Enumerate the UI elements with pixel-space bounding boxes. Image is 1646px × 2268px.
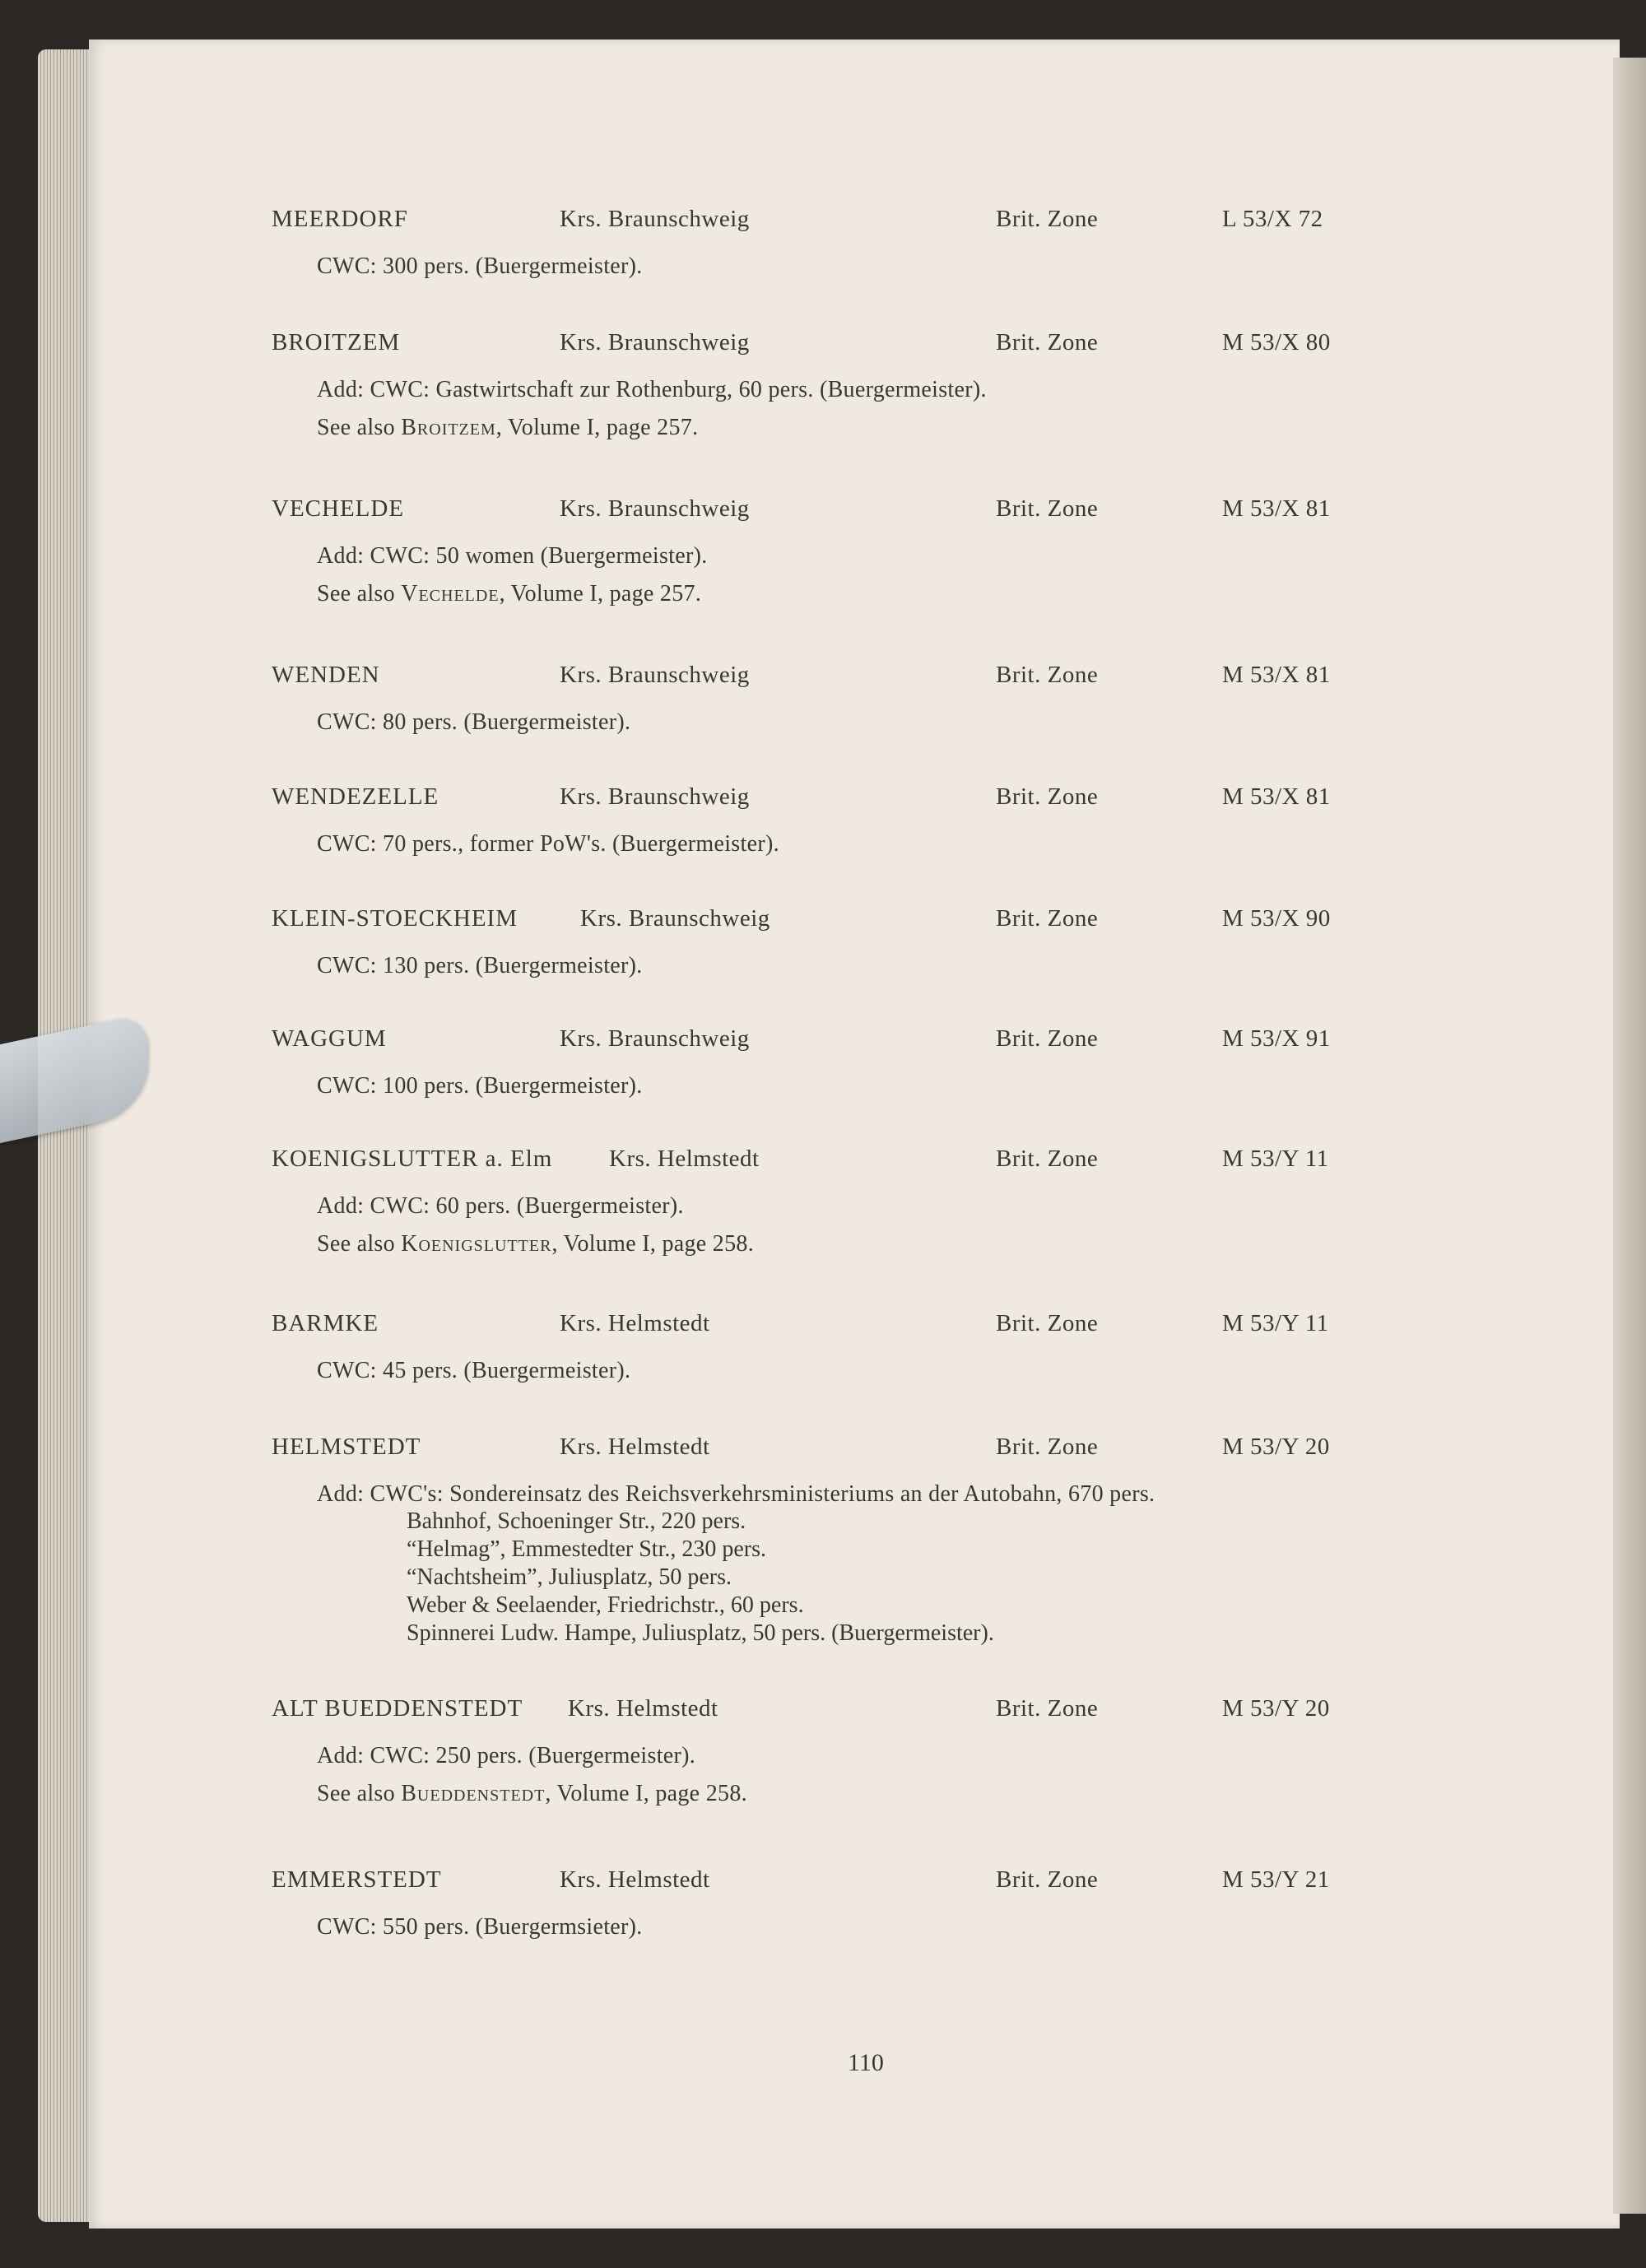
place-name: VECHELDE: [272, 495, 405, 522]
entry-header: [0, 1434, 1646, 1470]
entry-subline: Spinnerei Ludw. Hampe, Juliusplatz, 50 pers. (Buergermeister).: [407, 1620, 994, 1646]
see-also-ref: Bueddenstedt: [401, 1781, 546, 1806]
district: Krs. Helmstedt: [560, 1434, 710, 1460]
zone: Brit. Zone: [996, 1866, 1099, 1893]
see-also-ref: Broitzem: [401, 415, 496, 440]
grid-ref: M 53/X 80: [1222, 329, 1331, 356]
entry-detail: Add: CWC: 250 pers. (Buergermeister).: [317, 1743, 696, 1768]
see-also-prefix: See also: [317, 415, 402, 440]
entry-header: [0, 1146, 1646, 1182]
zone: Brit. Zone: [996, 1434, 1099, 1460]
entry-header: [0, 1310, 1646, 1346]
zone: Brit. Zone: [996, 495, 1099, 522]
entry-header: [0, 783, 1646, 820]
see-also-prefix: See also: [317, 581, 402, 607]
entry-detail: Add: CWC: 50 women (Buergermeister).: [317, 543, 708, 569]
district: Krs. Braunschweig: [560, 495, 750, 522]
see-also: [317, 581, 1646, 607]
entry: [0, 1695, 1646, 1807]
entry: [0, 206, 1646, 280]
district: Krs. Helmstedt: [568, 1695, 718, 1722]
district: Krs. Braunschweig: [560, 783, 750, 810]
grid-ref: M 53/Y 11: [1222, 1310, 1329, 1336]
place-name: MEERDORF: [272, 206, 408, 232]
place-name: BROITZEM: [272, 329, 401, 356]
zone: Brit. Zone: [996, 329, 1099, 356]
entry: [0, 1434, 1646, 1648]
entry-detail: CWC: 70 pers., former PoW's. (Buergermeister).: [317, 831, 779, 857]
entry: [0, 905, 1646, 979]
entry-subline: “Nachtsheim”, Juliusplatz, 50 pers.: [407, 1564, 732, 1590]
entry-detail: Add: CWC: 60 pers. (Buergermeister).: [317, 1193, 684, 1219]
entry-header: [0, 662, 1646, 698]
zone: Brit. Zone: [996, 1695, 1099, 1722]
place-name: WENDEZELLE: [272, 783, 439, 810]
place-name: KOENIGSLUTTER a. Elm: [272, 1146, 553, 1172]
zone: Brit. Zone: [996, 1310, 1099, 1336]
zone: Brit. Zone: [996, 783, 1099, 810]
entry-detail: CWC: 130 pers. (Buergermeister).: [317, 953, 643, 978]
see-also-suffix: , Volume I, page 257.: [499, 581, 702, 607]
district: Krs. Braunschweig: [560, 329, 750, 356]
entry: [0, 1146, 1646, 1257]
district: Krs. Braunschweig: [580, 905, 770, 932]
district: Krs. Braunschweig: [560, 662, 750, 688]
entry-subline: Bahnhof, Schoeninger Str., 220 pers.: [407, 1508, 746, 1534]
entry-header: [0, 329, 1646, 365]
place-name: HELMSTEDT: [272, 1434, 421, 1460]
entry: [0, 1866, 1646, 1940]
grid-ref: M 53/X 90: [1222, 905, 1331, 932]
place-name: EMMERSTEDT: [272, 1866, 442, 1893]
entry-detail: Add: CWC's: Sondereinsatz des Reichsverkehrsministeriums an der Autobahn, 670 pers.: [317, 1481, 1155, 1507]
grid-ref: M 53/X 81: [1222, 783, 1331, 810]
entry-header: [0, 1695, 1646, 1731]
district: Krs. Braunschweig: [560, 1025, 750, 1052]
grid-ref: M 53/X 81: [1222, 495, 1331, 522]
place-name: WAGGUM: [272, 1025, 387, 1052]
entry-detail: Add: CWC: Gastwirtschaft zur Rothenburg, 60 pers. (Buergermeister).: [317, 377, 987, 402]
place-name: BARMKE: [272, 1310, 379, 1336]
entry: [0, 1310, 1646, 1384]
grid-ref: M 53/Y 21: [1222, 1866, 1330, 1893]
zone: Brit. Zone: [996, 905, 1099, 932]
zone: Brit. Zone: [996, 662, 1099, 688]
zone: Brit. Zone: [996, 206, 1099, 232]
entry-header: [0, 495, 1646, 532]
zone: Brit. Zone: [996, 1146, 1099, 1172]
entry-header: [0, 1866, 1646, 1903]
place-name: KLEIN-STOECKHEIM: [272, 905, 518, 932]
place-name: ALT BUEDDENSTEDT: [272, 1695, 523, 1722]
entry-header: [0, 1025, 1646, 1062]
entry: [0, 783, 1646, 857]
grid-ref: L 53/X 72: [1222, 206, 1323, 232]
entry-header: [0, 905, 1646, 941]
see-also-prefix: See also: [317, 1231, 402, 1257]
entry-detail: CWC: 100 pers. (Buergermeister).: [317, 1073, 643, 1099]
page-number: 110: [848, 2049, 884, 2076]
entry-detail: CWC: 300 pers. (Buergermeister).: [317, 253, 643, 279]
entry-detail: CWC: 45 pers. (Buergermeister).: [317, 1358, 631, 1383]
see-also-suffix: , Volume I, page 258.: [545, 1781, 747, 1806]
entry: [0, 662, 1646, 736]
grid-ref: M 53/X 91: [1222, 1025, 1331, 1052]
grid-ref: M 53/Y 20: [1222, 1695, 1330, 1722]
entry-subline: Weber & Seelaender, Friedrichstr., 60 pers.: [407, 1592, 804, 1618]
district: Krs. Helmstedt: [560, 1310, 710, 1336]
place-name: WENDEN: [272, 662, 380, 688]
see-also-prefix: See also: [317, 1781, 402, 1806]
entry-subline: “Helmag”, Emmestedter Str., 230 pers.: [407, 1536, 766, 1562]
see-also: [317, 415, 1646, 441]
grid-ref: M 53/Y 20: [1222, 1434, 1330, 1460]
zone: Brit. Zone: [996, 1025, 1099, 1052]
entry-detail: CWC: 550 pers. (Buergermsieter).: [317, 1914, 643, 1940]
entry: [0, 1025, 1646, 1099]
district: Krs. Braunschweig: [560, 206, 750, 232]
see-also: [317, 1231, 1646, 1257]
grid-ref: M 53/Y 11: [1222, 1146, 1329, 1172]
district: Krs. Helmstedt: [609, 1146, 760, 1172]
entry-detail: CWC: 80 pers. (Buergermeister).: [317, 709, 631, 735]
entry-header: [0, 206, 1646, 242]
see-also-suffix: , Volume I, page 258.: [551, 1231, 755, 1257]
grid-ref: M 53/X 81: [1222, 662, 1331, 688]
see-also-ref: Vechelde: [401, 581, 500, 607]
see-also: [317, 1781, 1646, 1807]
entry: [0, 495, 1646, 607]
see-also-suffix: , Volume I, page 257.: [495, 415, 699, 440]
district: Krs. Helmstedt: [560, 1866, 710, 1893]
entry: [0, 329, 1646, 441]
see-also-ref: Koenigslutter: [401, 1231, 552, 1257]
